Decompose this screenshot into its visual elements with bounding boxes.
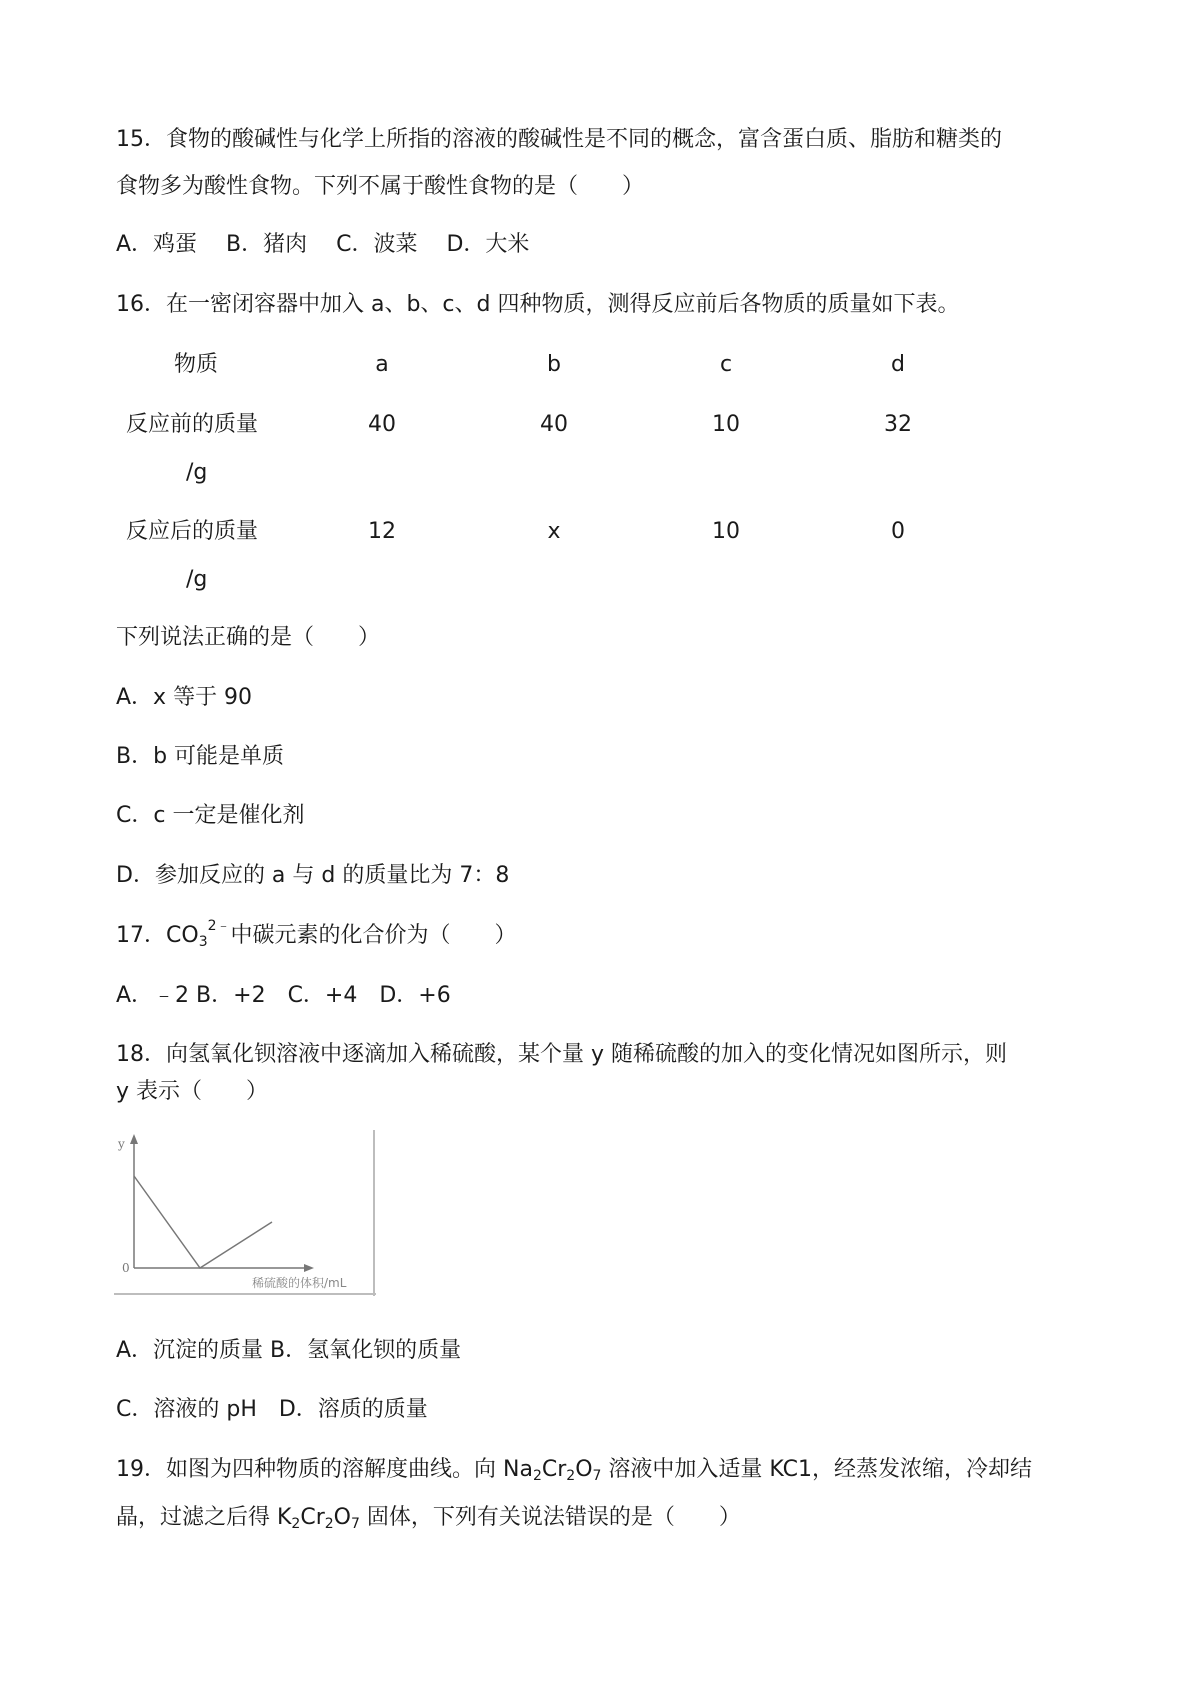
- table-row2-a: 12: [368, 519, 396, 544]
- q19-stem-line1: [116, 1455, 1032, 1485]
- table-row2-unit: /g: [186, 567, 208, 592]
- q19-l2-sub1: 2: [291, 1516, 301, 1532]
- table-row2-d: 0: [891, 519, 905, 544]
- q16-option-d: D．参加反应的 a 与 d 的质量比为 7：8: [116, 863, 510, 888]
- q19-l2-sub2: 2: [324, 1516, 334, 1532]
- q16-stem: 16．在一密闭容器中加入 a、b、c、d 四种物质，测得反应前后各物质的质量如下表。: [116, 292, 960, 317]
- q17-stem: [116, 918, 517, 951]
- graph-x-axis-arrow: [304, 1264, 314, 1272]
- table-header-a: a: [375, 352, 389, 377]
- table-row1-a: 40: [368, 412, 396, 437]
- q17-suffix: 中碳元素的化合价为（ ）: [230, 923, 517, 948]
- q18-stem-line2: y 表示（ ）: [116, 1079, 269, 1104]
- q19-stem-line2: [116, 1503, 741, 1533]
- table-row1-c: 10: [712, 412, 740, 437]
- graph-curve: [134, 1176, 272, 1268]
- table-row1-b: 40: [540, 412, 568, 437]
- q16-option-b: B．b 可能是单质: [116, 744, 285, 769]
- q16-option-a: A．x 等于 90: [116, 685, 253, 710]
- q18-options-line2: C．溶液的 pH D．溶质的质量: [116, 1397, 428, 1422]
- graph-origin-label: 0: [122, 1261, 130, 1275]
- q17-superscript: 2﹣: [207, 918, 231, 934]
- table-row1-label: 反应前的质量: [126, 412, 259, 437]
- q19-l2-text-a: 晶，过滤之后得 K: [116, 1505, 292, 1530]
- q19-l1-text-b: Cr: [541, 1457, 567, 1482]
- q16-option-c: C．c 一定是催化剂: [116, 803, 305, 828]
- q19-l2-sub3: 7: [351, 1516, 360, 1532]
- q19-l1-text-c: O: [575, 1457, 593, 1482]
- table-header-d: d: [891, 352, 905, 377]
- q19-l2-text-d: 固体，下列有关说法错误的是（ ）: [359, 1505, 741, 1530]
- table-row1-unit: /g: [186, 460, 208, 485]
- q17-prefix: 17．CO: [116, 923, 199, 948]
- q15-options: A．鸡蛋 B．猪肉 C．波菜 D．大米: [116, 232, 530, 257]
- graph-x-label: 稀硫酸的体积/mL: [252, 1276, 347, 1290]
- graph-y-axis-arrow: [130, 1134, 138, 1144]
- table-row2-b: x: [547, 519, 561, 544]
- table-header-b: b: [547, 352, 561, 377]
- table-row1-d: 32: [884, 412, 912, 437]
- q18-options-line1: A．沉淀的质量 B．氢氧化钡的质量: [116, 1338, 462, 1363]
- q19-l1-sub3: 7: [592, 1468, 602, 1484]
- q15-stem-line1: 15．食物的酸碱性与化学上所指的溶液的酸碱性是不同的概念，富含蛋白质、脂肪和糖类的: [116, 127, 1002, 152]
- q18-graph: [114, 1130, 376, 1296]
- q18-stem-line1: 18．向氢氧化钡溶液中逐滴加入稀硫酸，某个量 y 随稀硫酸的加入的变化情况如图所示，则: [116, 1042, 1008, 1067]
- table-header-substance: 物质: [174, 352, 219, 377]
- q19-l1-sub1: 2: [532, 1468, 542, 1484]
- q19-l1-sub2: 2: [566, 1468, 576, 1484]
- q15-stem-line2: 食物多为酸性食物。下列不属于酸性食物的是（ ）: [116, 174, 645, 199]
- table-row2-label: 反应后的质量: [126, 519, 259, 544]
- q17-subscript: 3: [198, 934, 208, 950]
- q19-l1-text-d: 溶液中加入适量 KC1，经蒸发浓缩，冷却结: [601, 1457, 1033, 1482]
- graph-y-label: y: [118, 1137, 125, 1151]
- table-row2-c: 10: [712, 519, 740, 544]
- q19-l1-text-a: 19．如图为四种物质的溶解度曲线。向 Na: [116, 1457, 533, 1482]
- q19-l2-text-b: Cr: [300, 1505, 325, 1530]
- q19-l2-text-c: O: [333, 1505, 351, 1530]
- table-header-c: c: [719, 352, 733, 377]
- q16-prompt: 下列说法正确的是（ ）: [116, 625, 381, 650]
- q17-options: A．﹣2 B．+2 C．+4 D．+6: [116, 983, 451, 1008]
